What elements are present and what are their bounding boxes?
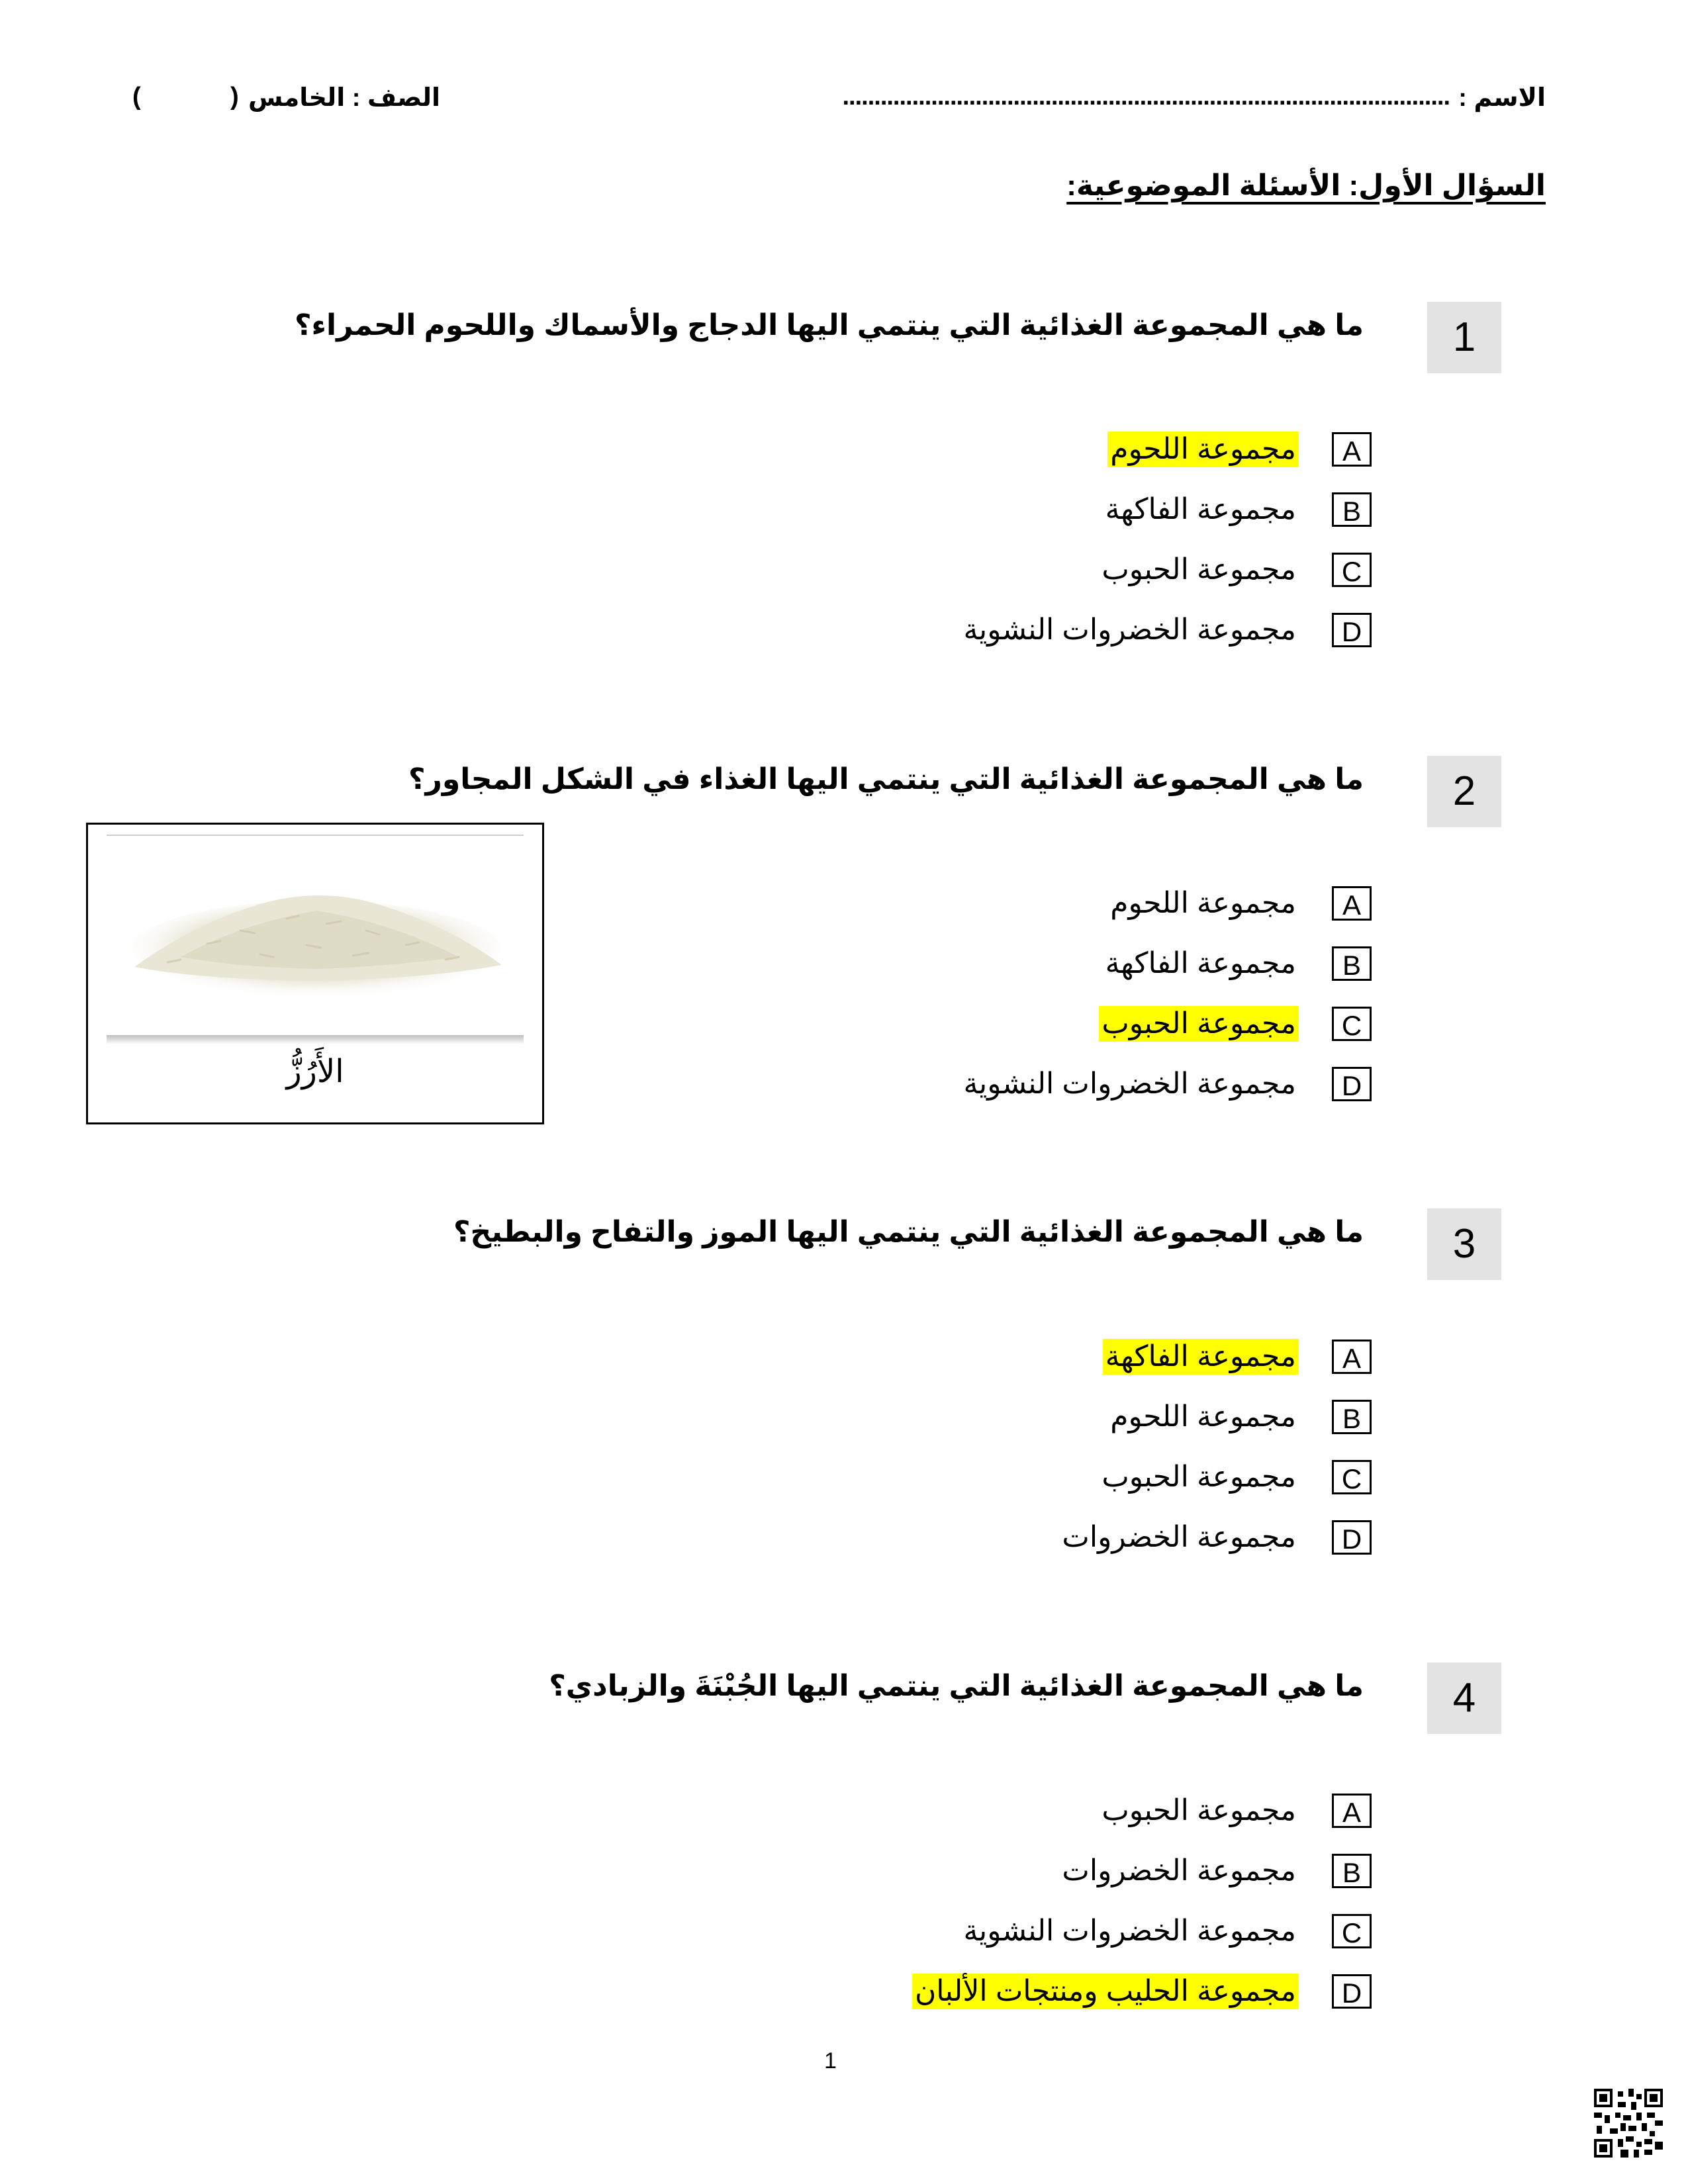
option-letter[interactable]: A	[1332, 886, 1372, 921]
option-letter[interactable]: A	[1332, 1340, 1372, 1374]
option-letter[interactable]: C	[1332, 553, 1372, 587]
grade-paren-open: (	[230, 83, 239, 111]
option-letter[interactable]: D	[1332, 1067, 1372, 1101]
question-text: ما هي المجموعة الغذائية التي ينتمي اليها الغذاء في الشكل المجاور؟	[408, 763, 1364, 796]
grade-label: الصف : الخامس	[248, 84, 440, 112]
question-text: ما هي المجموعة الغذائية التي ينتمي اليها الدجاج والأسماك واللحوم الحمراء؟	[295, 309, 1364, 341]
option-text[interactable]: مجموعة الخضروات النشوية	[963, 1915, 1296, 1947]
option-text[interactable]: مجموعة الخضروات النشوية	[963, 614, 1296, 646]
option-letter[interactable]: C	[1332, 1007, 1372, 1041]
page-number: 1	[824, 2048, 837, 2073]
question-number-box: 1	[1427, 302, 1501, 373]
option-letter[interactable]: C	[1332, 1460, 1372, 1494]
question-number-box: 2	[1427, 756, 1501, 827]
name-blank-line[interactable]: ................................................................................................	[842, 83, 1450, 111]
option-text[interactable]: مجموعة اللحوم	[1110, 887, 1296, 919]
option-letter[interactable]: D	[1332, 1974, 1372, 2009]
option-text[interactable]: مجموعة الفاكهة	[1105, 947, 1296, 979]
option-letter[interactable]: D	[1332, 613, 1372, 647]
grade-paren-close: )	[132, 83, 141, 111]
section-title: السؤال الأول: الأسئلة الموضوعية:	[1066, 169, 1546, 202]
option-text[interactable]: مجموعة اللحوم	[1107, 432, 1299, 467]
option-letter[interactable]: C	[1332, 1914, 1372, 1948]
question-text: ما هي المجموعة الغذائية التي ينتمي اليها الجُبْنَةَ والزبادي؟	[549, 1670, 1364, 1702]
option-text[interactable]: مجموعة الحليب ومنتجات الألبان	[912, 1974, 1299, 2009]
option-letter[interactable]: D	[1332, 1520, 1372, 1555]
option-letter[interactable]: B	[1332, 492, 1372, 527]
option-letter[interactable]: B	[1332, 1400, 1372, 1434]
qr-code-icon	[1594, 2089, 1663, 2158]
question-number-box: 3	[1427, 1208, 1501, 1280]
option-text[interactable]: مجموعة الفاكهة	[1105, 493, 1296, 525]
name-label: الاسم :	[1458, 84, 1546, 112]
option-text[interactable]: مجموعة الحبوب	[1102, 1461, 1296, 1493]
option-letter[interactable]: A	[1332, 1794, 1372, 1828]
rice-image-frame	[86, 823, 544, 1124]
option-text[interactable]: مجموعة الخضروات	[1062, 1854, 1296, 1887]
option-letter[interactable]: A	[1332, 432, 1372, 467]
option-letter[interactable]: B	[1332, 946, 1372, 981]
question-number-box: 4	[1427, 1662, 1501, 1734]
option-text[interactable]: مجموعة الحبوب	[1099, 1006, 1299, 1042]
option-text[interactable]: مجموعة الخضروات	[1062, 1521, 1296, 1553]
image-caption: الأَرُزُّ	[286, 1053, 344, 1090]
option-text[interactable]: مجموعة الخضروات النشوية	[963, 1068, 1296, 1100]
option-letter[interactable]: B	[1332, 1854, 1372, 1888]
question-text: ما هي المجموعة الغذائية التي ينتمي اليها الموز والتفاح والبطيخ؟	[453, 1216, 1364, 1248]
option-text[interactable]: مجموعة الحبوب	[1102, 553, 1296, 586]
option-text[interactable]: مجموعة الحبوب	[1102, 1794, 1296, 1827]
option-text[interactable]: مجموعة الفاكهة	[1103, 1339, 1299, 1375]
option-text[interactable]: مجموعة اللحوم	[1110, 1400, 1296, 1433]
